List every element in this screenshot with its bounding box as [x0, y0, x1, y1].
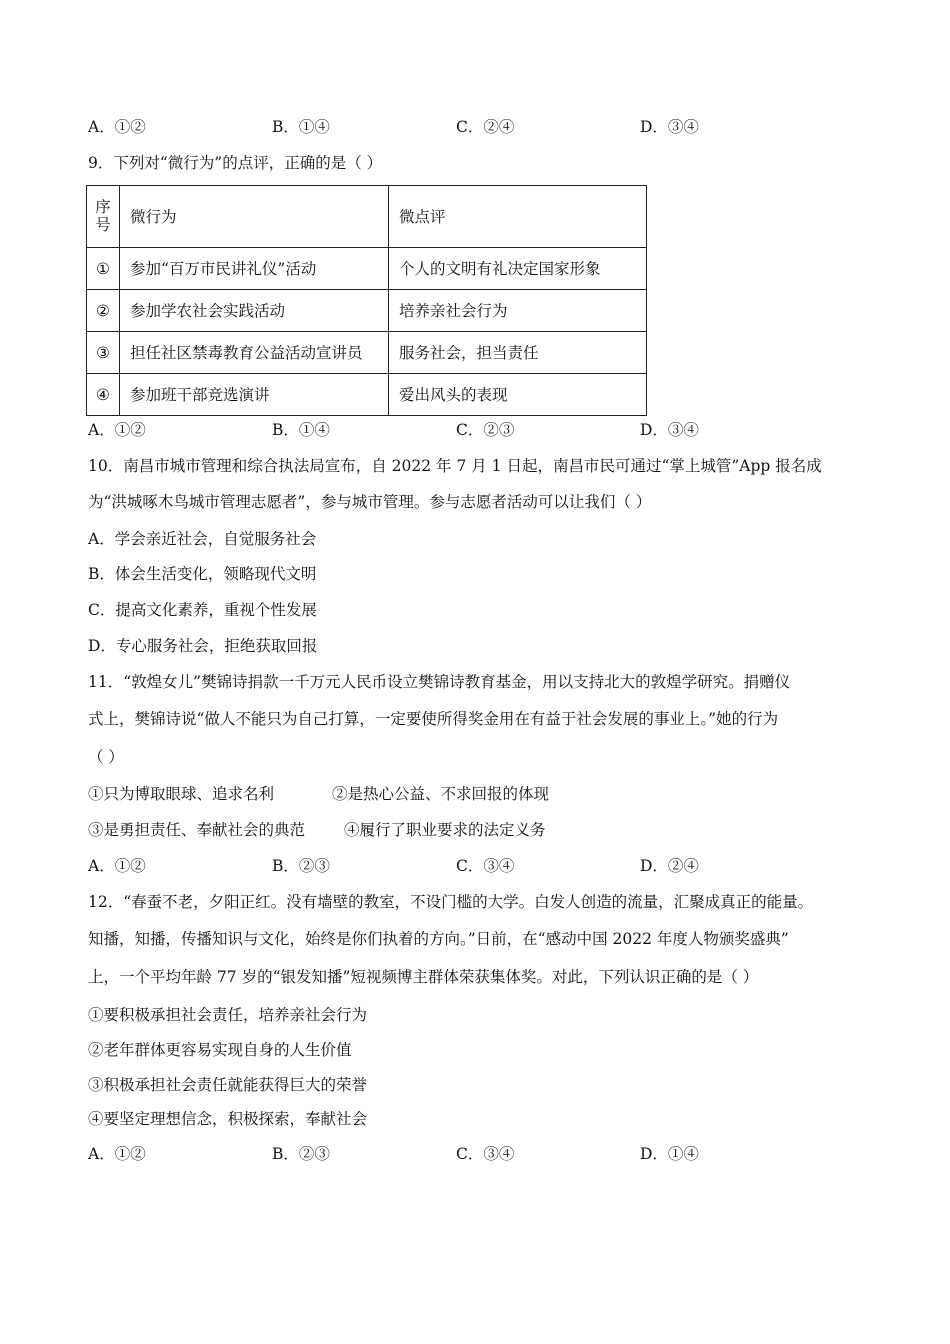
- q9-option-a: A．①②: [88, 421, 146, 439]
- row-comment: 爱出风头的表现: [389, 374, 647, 416]
- q12-statement-2: ②老年群体更容易实现自身的人生价值: [88, 1041, 352, 1059]
- table-header-row: [87, 186, 647, 248]
- q11-option-d: D．②④: [640, 857, 699, 875]
- q10-option-d: D．专心服务社会，拒绝获取回报: [88, 637, 318, 655]
- row-index: ①: [87, 248, 120, 290]
- q9-option-c: C．②③: [456, 421, 515, 439]
- q9-options: [88, 420, 848, 440]
- q12-statement-3: ③积极承担社会责任就能获得巨大的荣誉: [88, 1076, 368, 1094]
- row-comment: 个人的文明有礼决定国家形象: [389, 248, 647, 290]
- q8-option-a: A．①②: [88, 118, 146, 136]
- q10-option-c: C．提高文化素养，重视个性发展: [88, 601, 317, 619]
- q11-option-c: C．③④: [456, 857, 515, 875]
- q12-option-a: A．①②: [88, 1145, 146, 1163]
- header-comment: 微点评: [389, 186, 647, 248]
- q9-table: [86, 185, 647, 416]
- q12-option-b: B．②③: [272, 1145, 330, 1163]
- q9-option-b: B．①④: [272, 421, 330, 439]
- table-row: [87, 290, 647, 332]
- q12-statement-4: ④要坚定理想信念，积极探索，奉献社会: [88, 1110, 368, 1128]
- q12-option-d: D．①④: [640, 1145, 699, 1163]
- q12-option-c: C．③④: [456, 1145, 515, 1163]
- q9-stem: 9．下列对“微行为”的点评，正确的是（ ）: [88, 154, 383, 172]
- row-index: ④: [87, 374, 120, 416]
- q10-stem-line2: 为“洪城啄木鸟城市管理志愿者”，参与城市管理。参与志愿者活动可以让我们（ ）: [88, 493, 652, 511]
- header-behavior: 微行为: [120, 186, 389, 248]
- q11-option-a: A．①②: [88, 857, 146, 875]
- q12-statement-1: ①要积极承担社会责任，培养亲社会行为: [88, 1006, 368, 1024]
- q11-stem-line3: （ ）: [88, 748, 124, 766]
- q11-statement-2: ②是热心公益、不求回报的体现: [332, 785, 550, 803]
- row-index: ③: [87, 332, 120, 374]
- row-comment: 服务社会，担当责任: [389, 332, 647, 374]
- q10-stem-line1: 10．南昌市城市管理和综合执法局宣布，自 2022 年 7 月 1 日起，南昌市民可通过“掌上城管”App 报名成: [88, 457, 822, 475]
- row-comment: 培养亲社会行为: [389, 290, 647, 332]
- q12-stem-line3: 上，一个平均年龄 77 岁的“银发知播”短视频博主群体荣获集体奖。对此，下列认识正确的是（ ）: [88, 968, 759, 986]
- q8-option-c: C．②④: [456, 118, 515, 136]
- q11-statement-1: ①只为博取眼球、追求名利: [88, 785, 275, 803]
- q11-stem-line2: 式上，樊锦诗说“做人不能只为自己打算，一定要使所得奖金用在有益于社会发展的事业上。”她的行为: [88, 710, 779, 728]
- q11-options: [88, 856, 848, 876]
- row-behavior: 参加班干部竞选演讲: [120, 374, 389, 416]
- q12-options: [88, 1144, 848, 1164]
- q8-options: [88, 117, 848, 137]
- q10-option-b: B．体会生活变化，领略现代文明: [88, 565, 317, 583]
- q8-option-d: D．③④: [640, 118, 699, 136]
- row-index: ②: [87, 290, 120, 332]
- q11-statement-3: ③是勇担责任、奉献社会的典范: [88, 821, 306, 839]
- q11-stem-line1: 11．“敦煌女儿”樊锦诗捐款一千万元人民币设立樊锦诗教育基金，用以支持北大的敦煌学研究。捐赠仪: [88, 673, 791, 691]
- q11-statement-4: ④履行了职业要求的法定义务: [344, 821, 546, 839]
- q10-option-a: A．学会亲近社会，自觉服务社会: [88, 530, 317, 548]
- row-behavior: 参加“百万市民讲礼仪”活动: [120, 248, 389, 290]
- table-row: [87, 332, 647, 374]
- table-row: [87, 374, 647, 416]
- q9-option-d: D．③④: [640, 421, 699, 439]
- q11-option-b: B．②③: [272, 857, 330, 875]
- q12-stem-line1: 12．“春蚕不老，夕阳正红。没有墙壁的教室，不设门槛的大学。白发人创造的流量，汇聚成真正的能量。: [88, 893, 814, 911]
- header-index: 序号: [87, 186, 120, 248]
- row-behavior: 参加学农社会实践活动: [120, 290, 389, 332]
- table-row: [87, 248, 647, 290]
- row-behavior: 担任社区禁毒教育公益活动宣讲员: [120, 332, 389, 374]
- q8-option-b: B．①④: [272, 118, 330, 136]
- q12-stem-line2: 知播，知播，传播知识与文化，始终是你们执着的方向。”日前，在“感动中国 2022 年度人物颁奖盛典”: [88, 930, 789, 948]
